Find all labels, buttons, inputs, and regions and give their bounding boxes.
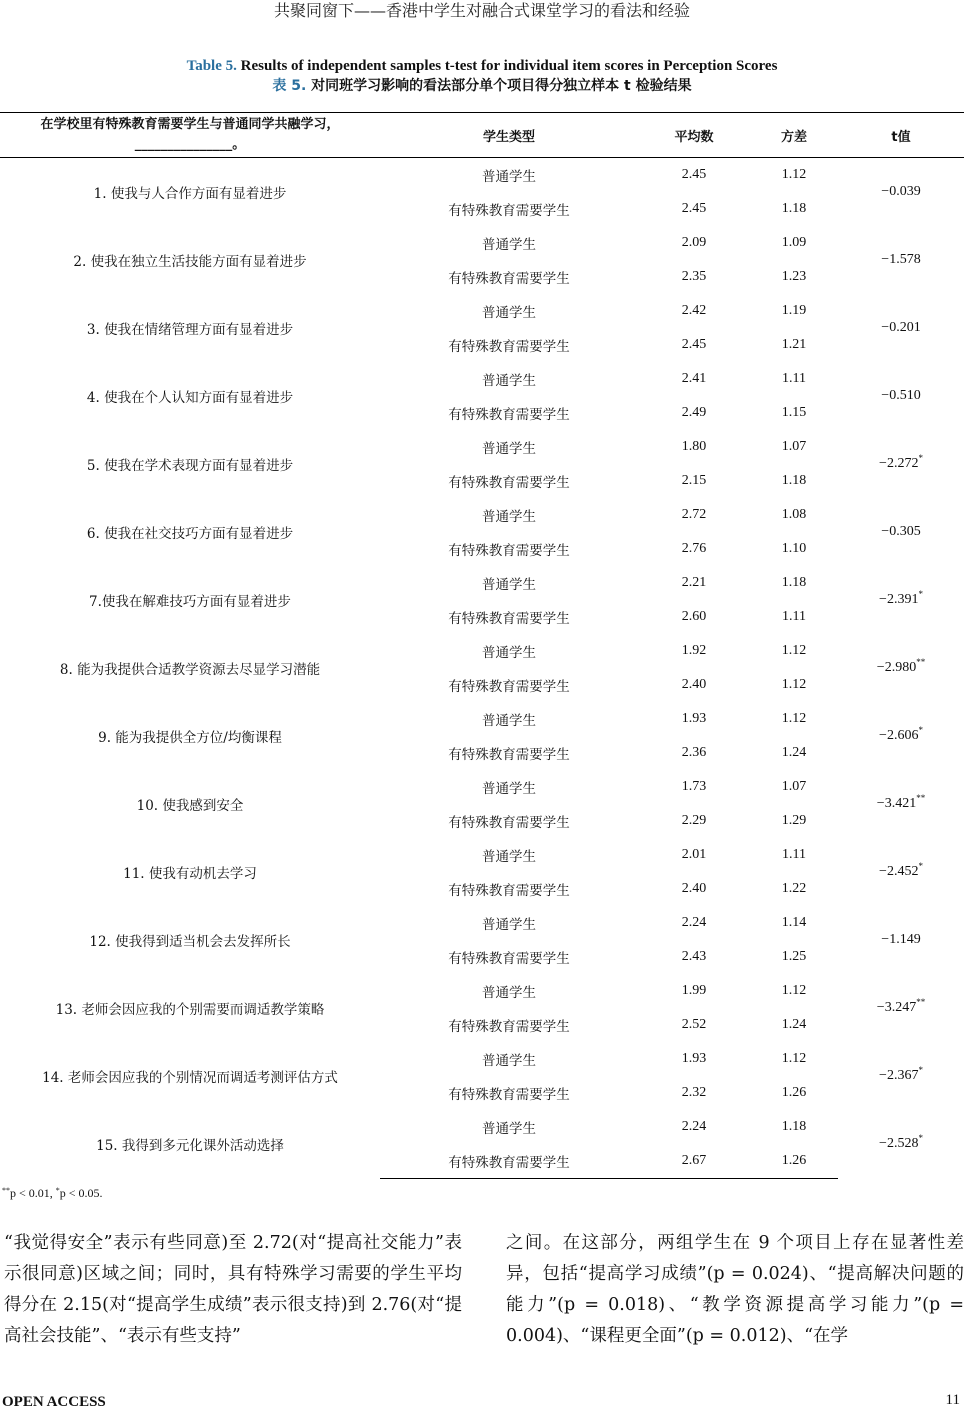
variance-cell: 1.12 [781,167,807,182]
item-label: 13. 老师会因应我的个别需要而调适教学策略 [55,1002,325,1018]
significance-mark: * [918,453,923,463]
student-type-cell: 普通学生 [482,577,536,593]
mean-cell: 2.45 [681,167,707,182]
significance-mark: ** [916,793,926,803]
mean-cell: 2.45 [681,337,707,352]
t-value-cell [838,498,964,566]
student-type-cell: 有特殊教育需要学生 [448,679,570,695]
student-type-cell: 有特殊教育需要学生 [448,747,570,763]
t-value-cell [838,974,964,1042]
mean-cell: 2.01 [681,847,707,862]
table-row [0,974,964,1008]
variance-cell: 1.07 [781,439,807,454]
significance-mark: * [918,861,923,871]
table-header-row [0,113,964,158]
student-type-cell: 普通学生 [482,781,536,797]
variance-cell: 1.15 [781,405,807,420]
mean-cell: 2.21 [681,575,707,590]
t-value-cell [838,634,964,702]
item-label: 11. 使我有动机去学习 [123,866,257,882]
t-value-cell [838,906,964,974]
item-label: 2. 使我在独立生活技能方面有显着进步 [73,254,307,270]
t-value: −3.421 [876,796,917,811]
header-item [0,113,380,158]
variance-cell: 1.18 [781,1119,807,1134]
t-value-cell [838,362,964,430]
variance-cell: 1.19 [781,303,807,318]
mean-cell: 2.24 [681,915,707,930]
student-type-cell: 有特殊教育需要学生 [448,271,570,287]
variance-cell: 1.25 [781,949,807,964]
t-value: −2.367 [879,1068,919,1083]
item-label: 1. 使我与人合作方面有显着进步 [93,186,287,202]
table-row [0,158,964,193]
table-title-en: Results of independent samples t-test for individual item scores in Perception Scores [240,58,778,74]
body-text-right: 之间。在这部分，两组学生在 9 个项目上存在显著性差异，包括“提高学习成绩”(p = 0.024)、“提高解决问题的能力”(p = 0.018)、“教学资源提高学习能力”(p = 0.004)、“课程更全面”(p = 0.012)、“在学 [506,1233,964,1346]
mean-cell: 2.29 [681,813,707,828]
variance-cell: 1.12 [781,677,807,692]
t-value: −0.201 [881,320,921,335]
mean-cell: 2.45 [681,201,707,216]
t-value-cell [838,226,964,294]
student-type-cell: 普通学生 [482,237,536,253]
t-value: −3.247 [876,1000,917,1015]
t-value: −2.452 [879,864,919,879]
table-row [0,498,964,532]
mean-cell: 2.42 [681,303,707,318]
mean-cell: 1.80 [681,439,707,454]
variance-cell: 1.24 [781,745,807,760]
significance-mark: ** [916,657,926,667]
student-type-cell: 有特殊教育需要学生 [448,815,570,831]
header-student-type: 学生类型 [380,113,638,158]
item-label: 3. 使我在情绪管理方面有显着进步 [86,322,294,338]
mean-cell: 2.32 [681,1085,707,1100]
t-value: −1.149 [881,932,921,947]
t-value-cell [838,838,964,906]
variance-cell: 1.12 [781,983,807,998]
header-t-value: t值 [838,113,964,158]
mean-cell: 2.52 [681,1017,707,1032]
student-type-cell: 有特殊教育需要学生 [448,1019,570,1035]
table-row [0,566,964,600]
significance-mark: * [918,589,923,599]
item-label: 12. 使我得到适当机会去发挥所长 [89,934,291,950]
item-label: 5. 使我在学术表现方面有显着进步 [86,458,294,474]
mean-cell: 1.73 [681,779,707,794]
student-type-cell: 有特殊教育需要学生 [448,611,570,627]
variance-cell: 1.23 [781,269,807,284]
mean-cell: 2.67 [638,1144,750,1179]
table-number-en: Table 5. [186,58,237,74]
mean-cell: 1.93 [681,1051,707,1066]
running-header: 共聚同窗下——香港中学生对融合式课堂学习的看法和经验 [273,1,690,20]
mean-cell: 2.49 [681,405,707,420]
t-value: −2.606 [879,728,919,743]
t-value: −1.578 [881,252,921,267]
variance-cell: 1.11 [782,371,806,386]
student-type-cell: 普通学生 [482,985,536,1001]
variance-cell: 1.26 [750,1144,838,1179]
table-title-zh: 对同班学习影响的看法部分单个项目得分独立样本 t 检验结果 [311,78,692,94]
student-type-cell: 普通学生 [482,849,536,865]
variance-cell: 1.18 [781,575,807,590]
t-value: −0.510 [881,388,921,403]
mean-cell: 2.72 [681,507,707,522]
student-type-cell: 普通学生 [482,305,536,321]
item-label: 10. 使我感到安全 [136,798,244,814]
header-item-line2: _______________。 [134,137,246,152]
item-label: 15. 我得到多元化课外活动选择 [96,1138,284,1155]
student-type-cell: 普通学生 [482,645,536,661]
variance-cell: 1.08 [781,507,807,522]
variance-cell: 1.29 [781,813,807,828]
variance-cell: 1.12 [781,643,807,658]
mean-cell: 2.43 [681,949,707,964]
student-type-cell: 有特殊教育需要学生 [448,407,570,423]
t-value-cell [838,702,964,770]
page-number: 11 [945,1392,960,1408]
t-value: −2.980 [876,660,917,675]
item-label: 14. 老师会因应我的个别情况而调适考测评估方式 [42,1070,338,1086]
variance-cell: 1.14 [781,915,807,930]
student-type-cell: 有特殊教育需要学生 [380,1144,638,1179]
table-row [0,294,964,328]
variance-cell: 1.10 [781,541,807,556]
header-variance: 方差 [750,113,838,158]
item-label: 4. 使我在个人认知方面有显着进步 [86,390,294,406]
variance-cell: 1.12 [781,1051,807,1066]
t-value: −2.391 [879,592,919,607]
table-row [0,906,964,940]
table-row [0,362,964,396]
student-type-cell: 普通学生 [482,713,536,729]
variance-cell: 1.07 [781,779,807,794]
student-type-cell: 有特殊教育需要学生 [448,951,570,967]
table-caption-english [0,56,964,76]
results-table [0,112,964,1179]
student-type-cell: 有特殊教育需要学生 [448,1087,570,1103]
variance-cell: 1.12 [781,711,807,726]
header-item-line1: 在学校里有特殊教育需要学生与普通同学共融学习， [40,117,340,132]
student-type-cell: 普通学生 [482,1121,536,1137]
t-value-cell [838,770,964,838]
mean-cell: 1.93 [681,711,707,726]
student-type-cell: 普通学生 [482,1053,536,1069]
table-caption-chinese [0,76,964,96]
t-value-cell [838,158,964,227]
table-number-zh: 表 5. [272,78,307,94]
t-value-cell [838,1042,964,1110]
mean-cell: 2.35 [681,269,707,284]
item-label: 9. 能为我提供全方位/均衡课程 [98,730,282,746]
table-row [0,430,964,464]
table-row [0,702,964,736]
mean-cell: 2.24 [681,1119,707,1134]
variance-cell: 1.11 [782,847,806,862]
table-row [0,1042,964,1076]
mean-cell: 2.40 [681,881,707,896]
student-type-cell: 有特殊教育需要学生 [448,475,570,491]
student-type-cell: 有特殊教育需要学生 [448,339,570,355]
mean-cell: 2.76 [681,541,707,556]
student-type-cell: 普通学生 [482,917,536,933]
mean-cell: 2.41 [681,371,707,386]
variance-cell: 1.24 [781,1017,807,1032]
variance-cell: 1.09 [781,235,807,250]
mean-cell: 1.92 [681,643,707,658]
variance-cell: 1.26 [781,1085,807,1100]
student-type-cell: 普通学生 [482,169,536,185]
table-row [0,838,964,872]
t-value-cell [838,294,964,362]
student-type-cell: 普通学生 [482,373,536,389]
item-label: 8. 能为我提供合适教学资源去尽显学习潜能 [59,662,321,678]
mean-cell: 2.40 [681,677,707,692]
t-value: −0.039 [881,184,921,199]
t-value-cell [838,566,964,634]
student-type-cell: 普通学生 [482,509,536,525]
t-value: −0.305 [881,524,921,539]
mean-cell: 2.09 [681,235,707,250]
variance-cell: 1.22 [781,881,807,896]
item-label: 7.使我在解难技巧方面有显着进步 [89,594,291,610]
significance-mark: * [918,1065,923,1075]
student-type-cell: 有特殊教育需要学生 [448,543,570,559]
significance-mark: * [918,725,923,735]
body-text-left: “我觉得安全”表示有些同意)至 2.72(对“提高社交能力”表示很同意)区域之间；同时，具有特殊学习需要的学生平均得分在 2.15(对“提高学生成绩”表示很支持)到 2.76(对“提高社会技能”、“表示有些支持” [4,1233,462,1346]
student-type-cell: 有特殊教育需要学生 [448,883,570,899]
item-label: 6. 使我在社交技巧方面有显着进步 [86,526,294,542]
student-type-cell: 有特殊教育需要学生 [448,203,570,219]
t-value-cell [838,1110,964,1179]
t-value: −2.528 [879,1136,919,1152]
table-row [0,1110,964,1144]
significance-footnote: **p < 0.01, *p < 0.05. [2,1186,103,1200]
journal-label: OPEN ACCESS [2,1394,106,1410]
student-type-cell: 普通学生 [482,441,536,457]
table-body [0,158,964,1179]
header-mean: 平均数 [638,113,750,158]
variance-cell: 1.18 [781,473,807,488]
variance-cell: 1.21 [781,337,807,352]
variance-cell: 1.11 [782,609,806,624]
table-row [0,770,964,804]
t-value: −2.272 [879,456,919,471]
table-row [0,226,964,260]
mean-cell: 2.15 [681,473,707,488]
variance-cell: 1.18 [781,201,807,216]
table-row [0,634,964,668]
significance-mark: ** [916,997,926,1007]
mean-cell: 2.60 [681,609,707,624]
mean-cell: 1.99 [681,983,707,998]
t-value-cell [838,430,964,498]
significance-mark: * [918,1133,923,1144]
mean-cell: 2.36 [681,745,707,760]
